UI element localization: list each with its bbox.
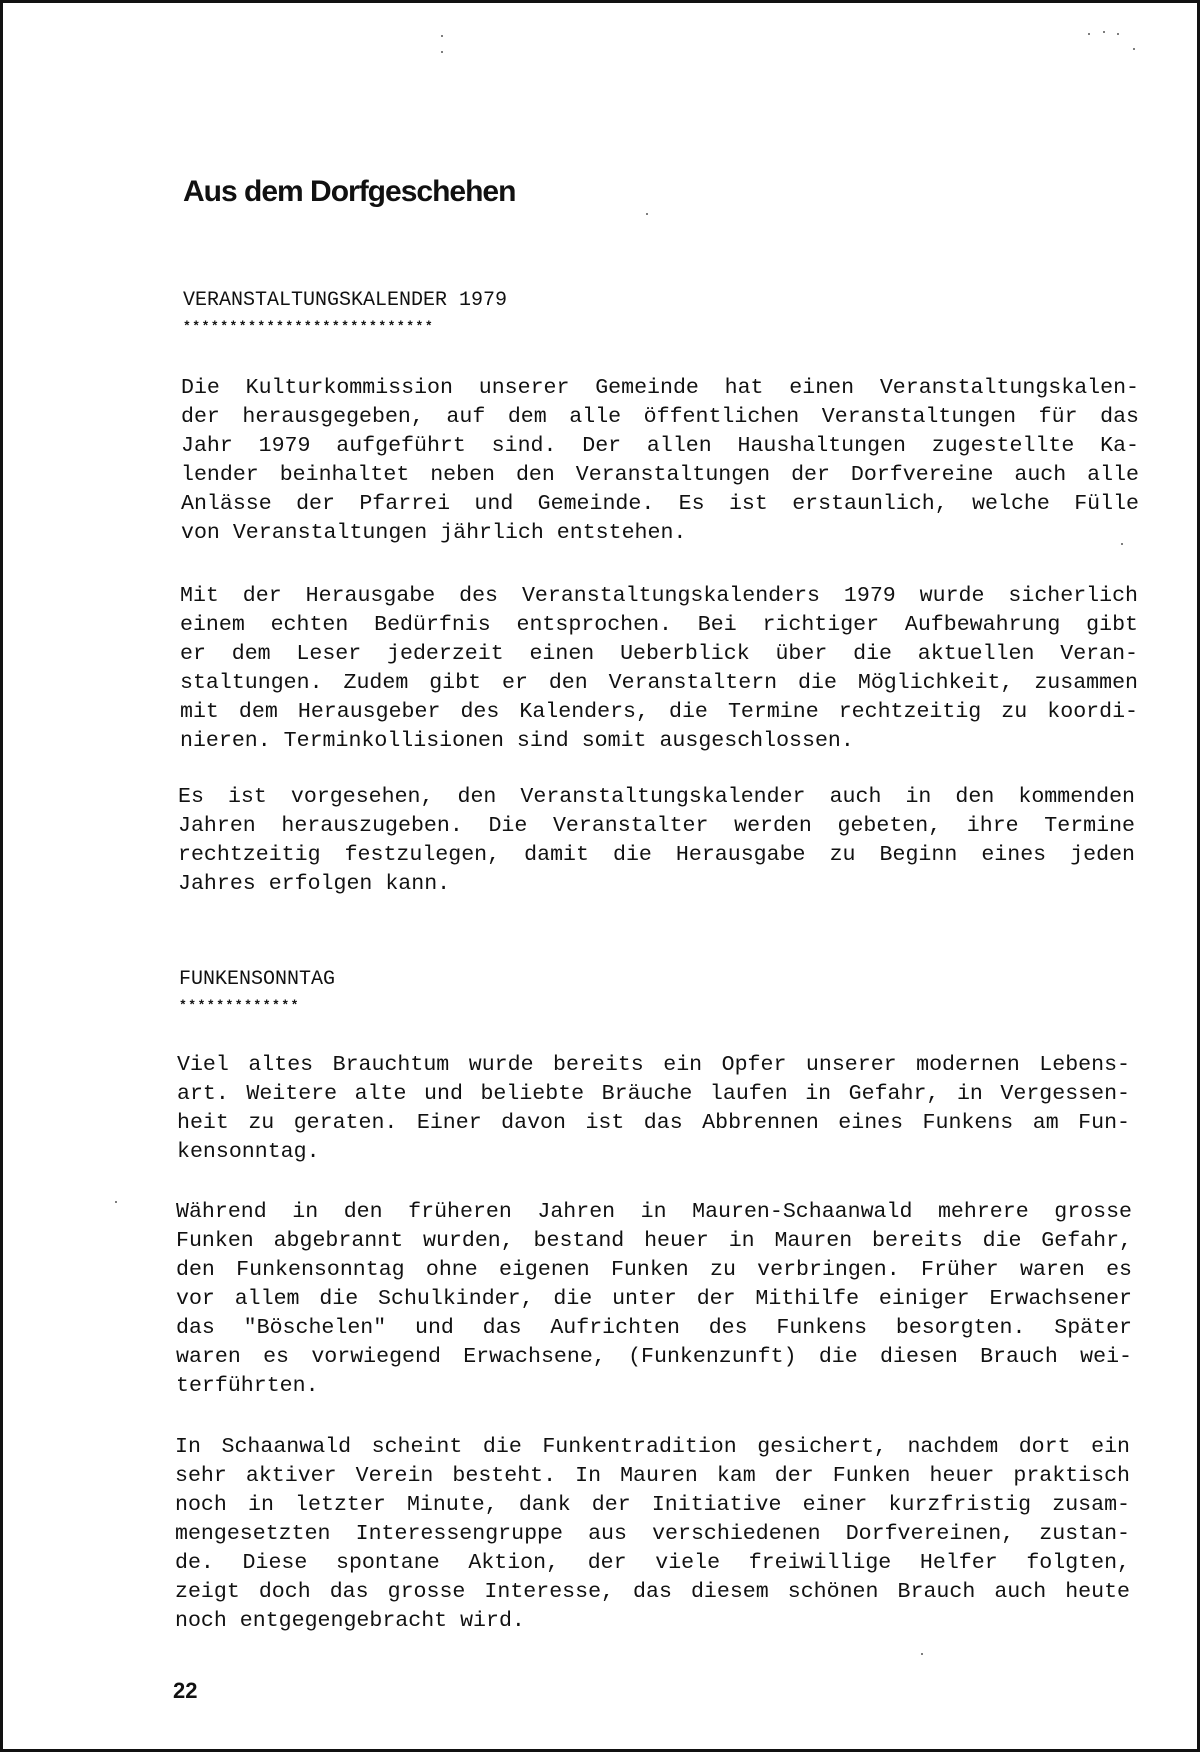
paragraph xyxy=(177,1051,1130,1167)
text-line: von Veranstaltungen jährlich entstehen. xyxy=(181,521,687,545)
text-line: Anlässe der Pfarrei und Gemeinde. Es ist erstaunlich, welche Fülle xyxy=(181,492,1139,516)
text-line: vor allem die Schulkinder, die unter der Mithilfe einiger Erwachsener xyxy=(176,1287,1132,1311)
scan-speck xyxy=(1121,543,1123,545)
scan-speck xyxy=(441,51,443,53)
page-number: 22 xyxy=(173,1678,198,1703)
text-line: lender beinhaltet neben den Veranstaltungen der Dorfvereine auch alle xyxy=(181,463,1139,487)
paragraph xyxy=(176,1198,1132,1401)
text-line: Jahres erfolgen kann. xyxy=(178,872,451,896)
text-line: Mit der Herausgabe des Veranstaltungskalenders 1979 wurde sicherlich xyxy=(180,584,1138,608)
text-line: mit dem Herausgeber des Kalenders, die Termine rechtzeitig zu koordi- xyxy=(180,700,1138,724)
scan-speck xyxy=(1103,31,1105,33)
paragraph xyxy=(180,582,1138,756)
text-line: rechtzeitig festzulegen, damit die Herausgabe zu Beginn eines jeden xyxy=(178,843,1135,867)
text-line: das "Böschelen" und das Aufrichten des Funkens besorgten. Später xyxy=(176,1316,1132,1340)
paragraph xyxy=(178,783,1135,899)
scan-speck xyxy=(1133,48,1135,50)
text-line: einem echten Bedürfnis entsprochen. Bei richtiger Aufbewahrung gibt xyxy=(180,613,1138,637)
text-line: de. Diese spontane Aktion, der viele freiwillige Helfer folgten, xyxy=(175,1551,1130,1575)
scan-speck xyxy=(1088,33,1090,35)
text-line: noch in letzter Minute, dank der Initiative einer kurzfristig zusam- xyxy=(175,1493,1130,1517)
text-line: der herausgegeben, auf dem alle öffentlichen Veranstaltungen für das xyxy=(181,405,1139,429)
text-line: Viel altes Brauchtum wurde bereits ein Opfer unserer modernen Lebens- xyxy=(177,1053,1130,1077)
text-line: den Funkensonntag ohne eigenen Funken zu verbringen. Früher waren es xyxy=(176,1258,1132,1282)
section-heading-veranstaltungskalender: VERANSTALTUNGSKALENDER 1979 xyxy=(183,289,508,312)
text-line: terführten. xyxy=(176,1374,319,1398)
text-line: er dem Leser jederzeit einen Ueberblick über die aktuellen Veran- xyxy=(180,642,1138,666)
scan-speck xyxy=(115,1201,117,1203)
text-line: waren es vorwiegend Erwachsene, (Funkenzunft) die diesen Brauch wei- xyxy=(176,1345,1132,1369)
scan-speck xyxy=(646,213,648,215)
text-line: In Schaanwald scheint die Funkentradition gesichert, nachdem dort ein xyxy=(175,1435,1130,1459)
text-line: noch entgegengebracht wird. xyxy=(175,1609,525,1633)
text-line: Die Kulturkommission unserer Gemeinde hat einen Veranstaltungskalen- xyxy=(181,376,1139,400)
scan-speck xyxy=(441,35,443,37)
text-line: mengesetzten Interessengruppe aus verschiedenen Dorfvereinen, zustan- xyxy=(175,1522,1130,1546)
text-line: Während in den früheren Jahren in Mauren-Schaanwald mehrere grosse xyxy=(176,1200,1132,1224)
scan-speck xyxy=(1117,33,1119,35)
paragraph xyxy=(181,374,1139,548)
scan-speck xyxy=(921,1653,923,1655)
text-line: sehr aktiver Verein besteht. In Mauren kam der Funken heuer praktisch xyxy=(175,1464,1130,1488)
text-line: Es ist vorgesehen, den Veranstaltungskalender auch in den kommenden xyxy=(178,785,1135,809)
page-title: Aus dem Dorfgeschehen xyxy=(183,175,516,208)
text-line: heit zu geraten. Einer davon ist das Abbrennen eines Funkens am Fun- xyxy=(177,1111,1130,1135)
text-line: Funken abgebrannt wurden, bestand heuer in Mauren bereits die Gefahr, xyxy=(176,1229,1132,1253)
text-line: Jahr 1979 aufgeführt sind. Der allen Haushaltungen zugestellte Ka- xyxy=(181,434,1139,458)
text-line: Jahren herauszugeben. Die Veranstalter werden gebeten, ihre Termine xyxy=(178,814,1135,838)
section-underline-stars: ************* xyxy=(179,998,300,1013)
paragraph xyxy=(175,1433,1130,1636)
text-line: zeigt doch das grosse Interesse, das diesem schönen Brauch auch heute xyxy=(175,1580,1130,1604)
text-line: staltungen. Zudem gibt er den Veranstaltern die Möglichkeit, zusammen xyxy=(180,671,1138,695)
text-line: art. Weitere alte und beliebte Bräuche laufen in Gefahr, in Vergessen- xyxy=(177,1082,1130,1106)
text-line: nieren. Terminkollisionen sind somit ausgeschlossen. xyxy=(180,729,854,753)
section-heading-funkensonntag: FUNKENSONNTAG xyxy=(179,968,336,991)
section-underline-stars: *************************** xyxy=(183,319,435,334)
text-line: kensonntag. xyxy=(177,1140,320,1164)
